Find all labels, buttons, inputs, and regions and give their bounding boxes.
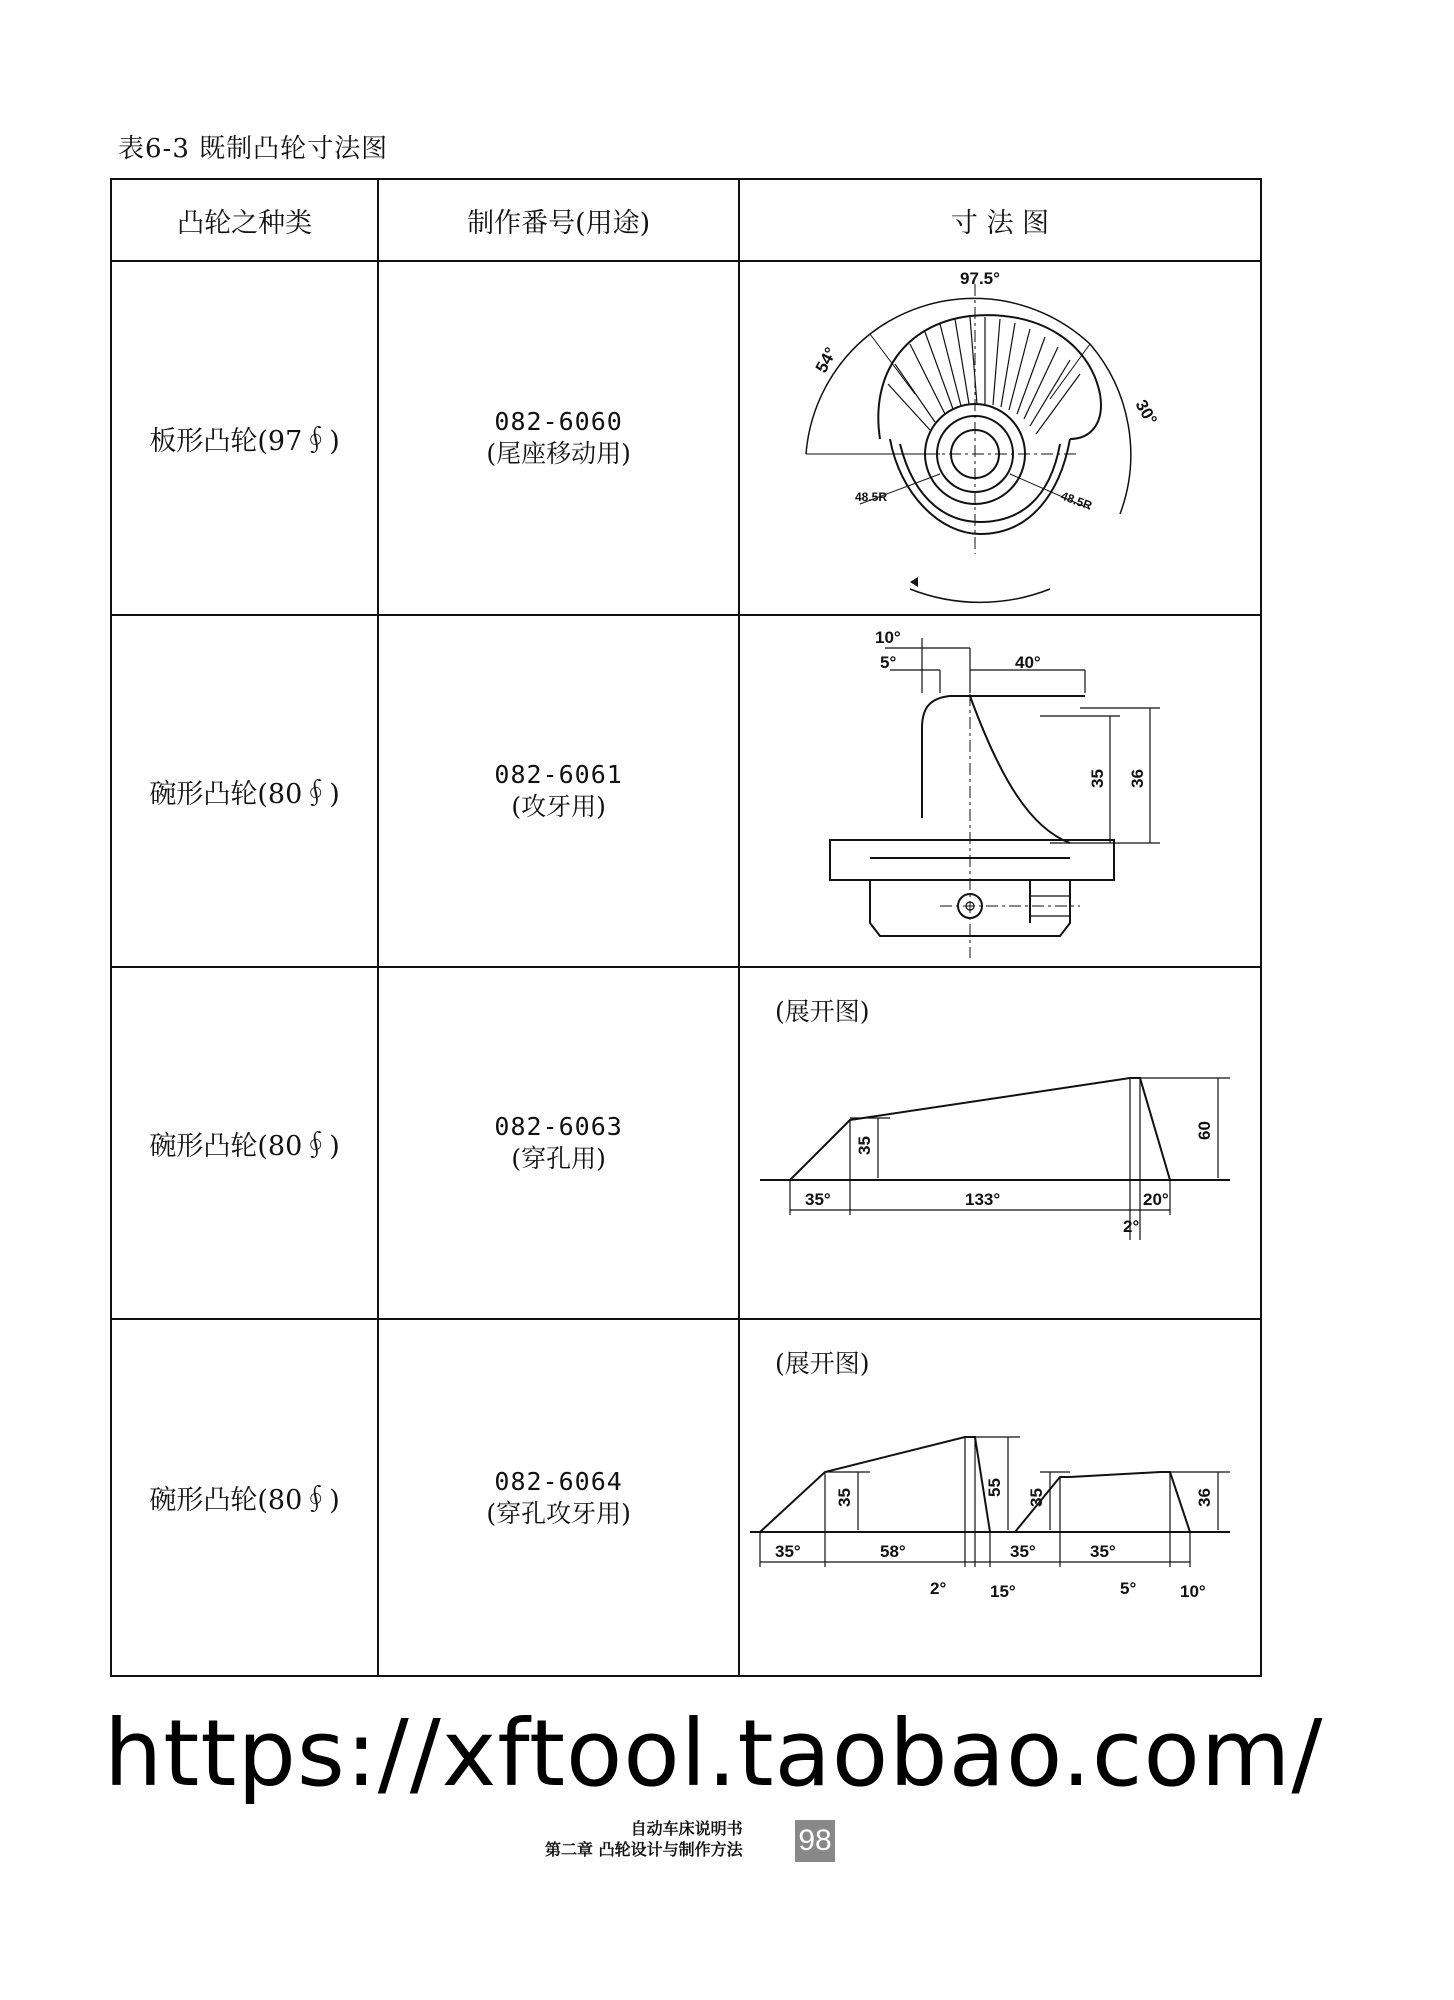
table-row [111, 261, 1261, 615]
angle-35a-label: 35° [775, 1542, 801, 1561]
table-row [111, 1319, 1261, 1676]
drawing-cell [739, 261, 1261, 615]
angle-5-label: 5° [1120, 1579, 1137, 1598]
part-code: 082-6060 [494, 407, 623, 436]
cam-spec-table [110, 178, 1262, 1677]
development-view-title: (展开图) [775, 997, 870, 1026]
part-code: 082-6063 [494, 1112, 623, 1141]
angle-10-label: 10° [1180, 1582, 1206, 1601]
drawing-cell [739, 615, 1261, 967]
drawing-cell [739, 1319, 1261, 1676]
angle-35c-label: 35° [1090, 1542, 1116, 1561]
table-caption: 表6-3 既制凸轮寸法图 [118, 134, 389, 164]
table-row [111, 967, 1261, 1319]
angle-35-label: 35° [805, 1190, 831, 1209]
angle-35b-label: 35° [1010, 1542, 1036, 1561]
development-view-title: (展开图) [775, 1349, 870, 1378]
angle-15-label: 15° [990, 1582, 1016, 1601]
radius-left-label: 48.5R [855, 490, 888, 504]
height-35a-label: 35 [835, 1488, 854, 1507]
footer-book-title: 自动车床说明书 [630, 1819, 743, 1838]
dim-10-label: 10° [875, 628, 901, 647]
bowl-cam-development-drawing-1 [740, 970, 1258, 1316]
dim-35-label: 35 [1088, 769, 1107, 788]
part-number-cell [378, 615, 739, 967]
angle-30-label: 30° [1131, 396, 1161, 429]
drawing-cell [739, 967, 1261, 1319]
cam-type-cell: 碗形凸轮(80∮) [111, 615, 378, 967]
part-number-cell [378, 967, 739, 1319]
part-code: 082-6064 [494, 1466, 623, 1496]
angle-2-label: 2° [1123, 1217, 1140, 1236]
rotation-arrow-icon [910, 577, 918, 587]
cam-type-cell: 碗形凸轮(80∮) [111, 967, 378, 1319]
table-row [111, 615, 1261, 967]
angle-20-label: 20° [1143, 1190, 1169, 1209]
height-35-label: 35 [855, 1136, 874, 1155]
page-number: 98 [795, 1820, 835, 1862]
height-35b-label: 35 [1027, 1488, 1046, 1507]
cam-type-cell: 碗形凸轮(80∮) [111, 1319, 378, 1676]
dim-40-label: 40° [1015, 653, 1041, 672]
angle-133-label: 133° [965, 1190, 1001, 1209]
dim-5-label: 5° [880, 653, 897, 672]
part-use: (尾座移动用) [486, 439, 631, 468]
plate-cam-drawing [740, 264, 1258, 612]
cam-type-cell: 板形凸轮(97∮) [111, 261, 378, 615]
header-dimension-drawing: 寸 法 图 [739, 179, 1261, 261]
header-cam-type: 凸轮之种类 [111, 179, 378, 261]
bowl-cam-development-drawing-2 [740, 1322, 1258, 1673]
angle-58-label: 58° [880, 1542, 906, 1561]
header-part-number: 制作番号(用途) [378, 179, 739, 261]
height-60-label: 60 [1195, 1121, 1214, 1140]
part-use: (攻牙用) [511, 792, 606, 821]
bowl-cam-section-drawing [740, 618, 1258, 964]
part-use: (穿孔用) [511, 1144, 606, 1173]
angle-54-label: 54° [811, 344, 841, 376]
part-number-cell [378, 261, 739, 615]
footer-chapter-title: 第二章 凸轮设计与制作方法 [545, 1840, 743, 1859]
angle-2-label: 2° [930, 1579, 947, 1598]
radius-right-label: 48.5R [1058, 488, 1094, 513]
angle-97-5-label: 97.5° [960, 269, 1000, 288]
height-36-label: 36 [1195, 1488, 1214, 1507]
page-footer [545, 1818, 743, 1860]
height-55-label: 55 [985, 1478, 1004, 1497]
part-number-cell [378, 1319, 739, 1676]
part-code: 082-6061 [494, 760, 623, 789]
watermark-url: https://xftool.taobao.com/ [104, 1700, 1324, 1807]
dim-36-label: 36 [1128, 769, 1147, 788]
part-use: (穿孔攻牙用) [486, 1498, 631, 1528]
